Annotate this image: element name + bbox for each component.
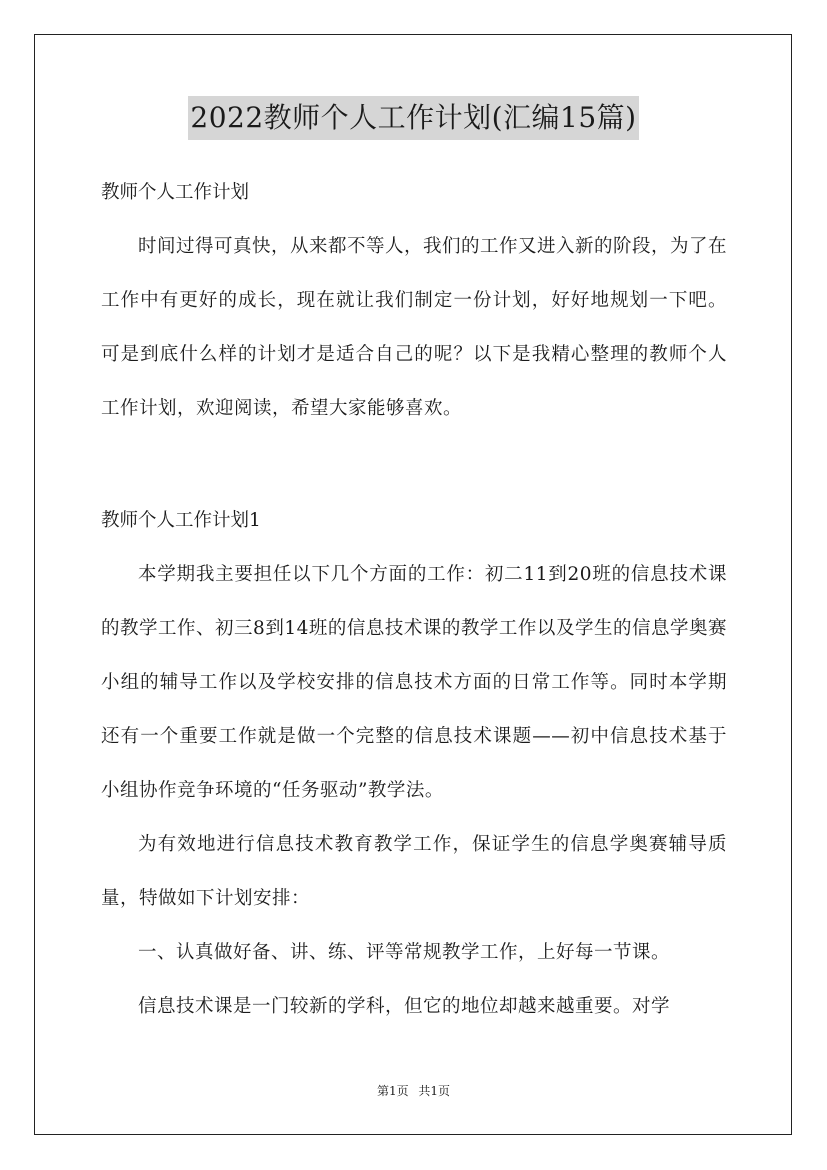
page-footer <box>0 1081 827 1101</box>
page-number: 第1页 <box>376 1084 409 1098</box>
document-title: 2022教师个人工作计划(汇编15篇) <box>188 96 638 140</box>
page-total: 共1页 <box>418 1084 451 1098</box>
section-heading: 教师个人工作计划1 <box>101 510 261 531</box>
body-paragraph: 为有效地进行信息技术教育教学工作，保证学生的信息学奥赛辅导质量，特做如下计划安排： <box>101 834 727 909</box>
body-paragraph: 本学期我主要担任以下几个方面的工作：初二11到20班的信息技术课的教学工作、初三8到14班的信息技术课的教学工作以及学生的信息学奥赛小组的辅导工作以及学校安排的信息技术方面的日常工作等。同时本学期还有一个重要工作就是做一个完整的信息技术课题——初中信息技术基于小组协作竞争环境的“任务驱动”教学法。 <box>101 564 727 801</box>
document-body <box>101 170 727 1034</box>
body-paragraph: 一、认真做好备、讲、练、评等常规教学工作，上好每一节课。 <box>138 942 671 963</box>
intro-heading: 教师个人工作计划 <box>101 182 250 203</box>
body-paragraph: 信息技术课是一门较新的学科，但它的地位却越来越重要。对学 <box>138 996 671 1017</box>
intro-paragraph: 时间过得可真快，从来都不等人，我们的工作又进入新的阶段，为了在工作中有更好的成长，现在就让我们制定一份计划，好好地规划一下吧。可是到底什么样的计划才是适合自己的呢？以下是我精心整理的教师个人工作计划，欢迎阅读，希望大家能够喜欢。 <box>101 236 728 419</box>
title-container <box>0 96 827 140</box>
